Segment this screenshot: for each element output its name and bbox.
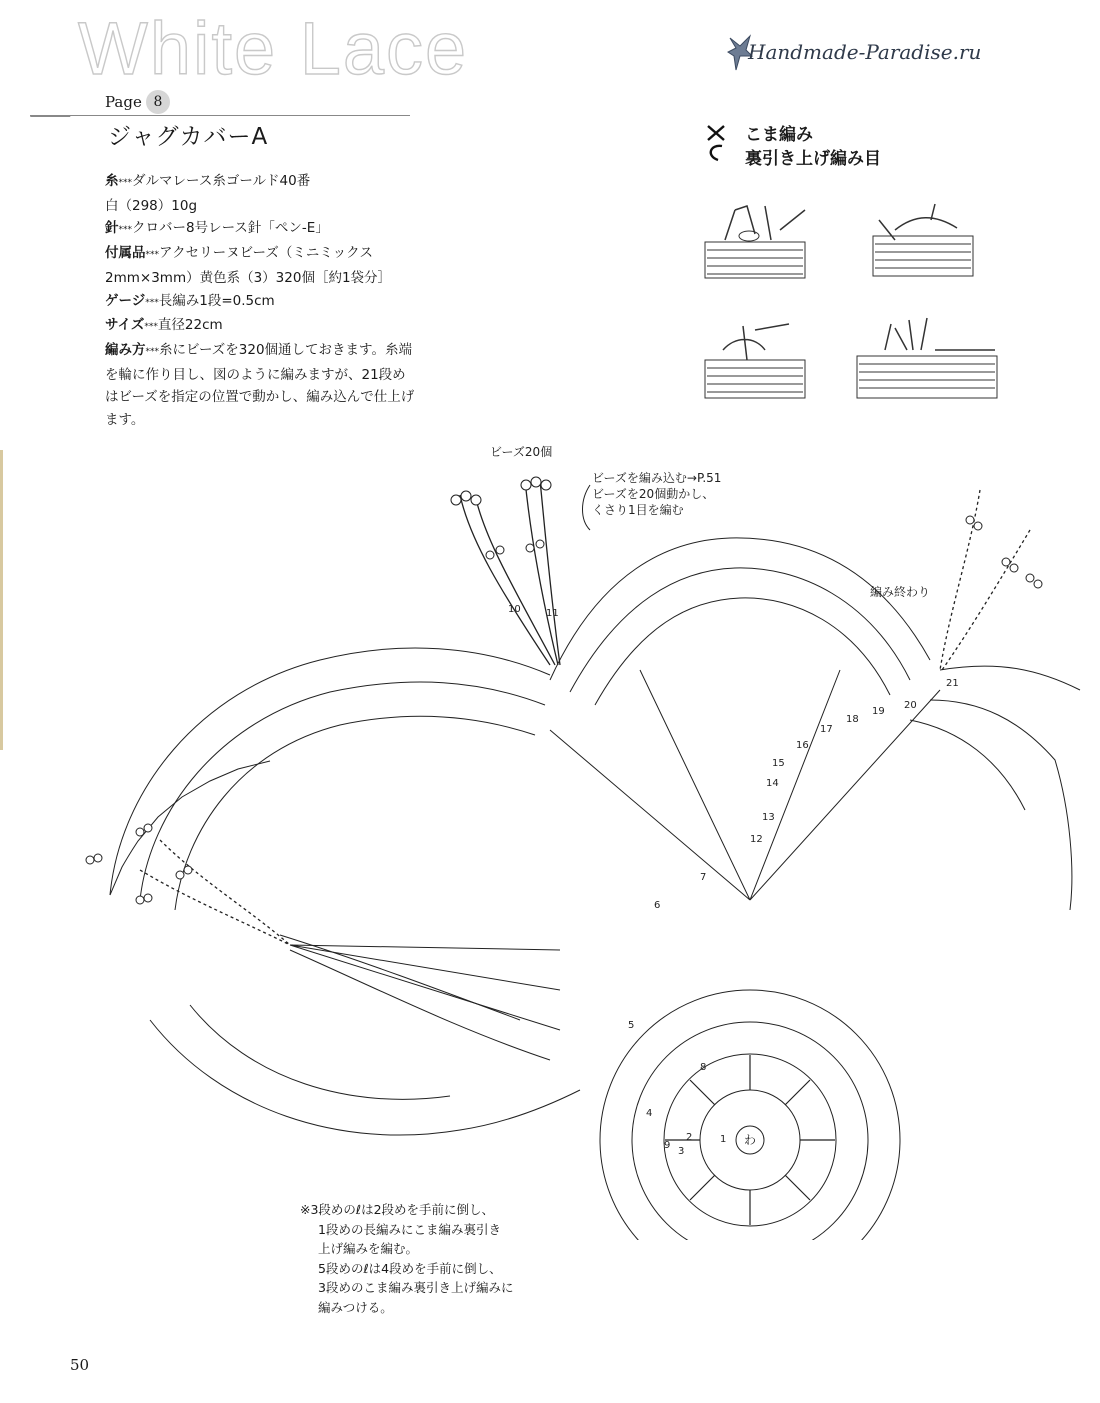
book-title: White Lace bbox=[78, 7, 469, 90]
spec-accessories: 付属品***アクセリーヌビーズ（ミニミックス2mm×3mm）黄色系（3）320個［約1袋分］ bbox=[105, 245, 392, 286]
spec-method: 編み方***糸にビーズを320個通しておきます。糸端を輪に作り目し、図のように編みますが、21段めはビーズを指定の位置で動かし、編み込んで仕上げます。 bbox=[105, 341, 415, 429]
back-post-sc-symbol-icon bbox=[704, 122, 728, 164]
bead-note-3: くさり1目を編む bbox=[592, 503, 684, 517]
row-number: 19 bbox=[872, 706, 885, 717]
row-number: 1 bbox=[720, 1134, 727, 1145]
page-edge-shadow bbox=[0, 450, 3, 750]
footnote-line: 1段めの長編みにこま編み裏引き bbox=[318, 1221, 501, 1237]
row-number: 14 bbox=[766, 778, 779, 789]
legend-label-bp: 裏引き上げ編み目 bbox=[745, 149, 881, 169]
illustration-step-1 bbox=[705, 206, 805, 278]
bead-note-2: ビーズを20個動かし、 bbox=[592, 487, 715, 501]
spec-hook: 針***クロバー8号レース針「ペン-E」 bbox=[105, 220, 329, 237]
row-number: 17 bbox=[820, 724, 833, 735]
row-number: 7 bbox=[700, 872, 707, 883]
row-number: 8 bbox=[700, 1062, 707, 1073]
row-number: 12 bbox=[750, 834, 763, 845]
footnote-line: 編みつける。 bbox=[318, 1299, 393, 1315]
watermark-text: Handmade-Paradise.ru bbox=[748, 40, 982, 64]
spec-yarn-color: 白（298）10g bbox=[105, 197, 198, 214]
spec-yarn: 糸***ダルマレース糸ゴールド40番 bbox=[105, 173, 311, 189]
pattern-title: ジャグカバーA bbox=[108, 124, 269, 150]
row-number: 21 bbox=[946, 678, 959, 689]
footnote-line: 上げ編みを編む。 bbox=[318, 1241, 419, 1256]
crochet-chart bbox=[80, 430, 1100, 1240]
illustration-step-4 bbox=[857, 318, 997, 398]
row-number: 4 bbox=[646, 1108, 653, 1119]
illustration-step-3 bbox=[705, 324, 805, 398]
row-number: 15 bbox=[772, 758, 785, 769]
illustration-step-2 bbox=[873, 204, 973, 276]
row-number: 10 bbox=[508, 604, 521, 615]
finish-label: 編み終わり bbox=[870, 585, 931, 599]
spec-list bbox=[105, 170, 415, 432]
spec-gauge: ゲージ***長編み1段=0.5cm bbox=[105, 292, 275, 309]
row-number: 3 bbox=[678, 1146, 685, 1157]
row-number: 11 bbox=[546, 608, 559, 619]
spec-size: サイズ***直径22cm bbox=[105, 317, 223, 334]
row-number: 16 bbox=[796, 740, 809, 751]
row-number: 13 bbox=[762, 812, 775, 823]
legend-label-sc: こま編み bbox=[745, 125, 813, 145]
header-rule bbox=[30, 115, 410, 116]
footnote-line: 3段めのこま編み裏引き上げ編みに bbox=[318, 1280, 514, 1295]
chart-footnote bbox=[300, 1200, 513, 1317]
stitch-step-illustrations bbox=[695, 200, 1005, 410]
row-number: 2 bbox=[686, 1132, 693, 1143]
beads-label: ビーズ20個 bbox=[490, 445, 553, 459]
row-number: 18 bbox=[846, 714, 859, 725]
footnote-line: 5段めのℓは4段めを手前に倒し、 bbox=[318, 1260, 502, 1276]
page-reference-badge: 8 bbox=[146, 90, 170, 114]
row-number: 9 bbox=[664, 1140, 671, 1151]
footnote-line: ※3段めのℓは2段めを手前に倒し、 bbox=[300, 1202, 495, 1217]
row-number: 5 bbox=[628, 1020, 635, 1031]
center-ring-label: わ bbox=[744, 1133, 757, 1147]
row-number: 20 bbox=[904, 700, 917, 711]
row-number: 6 bbox=[654, 900, 661, 911]
page-number: 50 bbox=[70, 1356, 90, 1374]
bead-note-1: ビーズを編み込む→P.51 bbox=[592, 471, 722, 485]
page-label: Page bbox=[105, 93, 142, 111]
